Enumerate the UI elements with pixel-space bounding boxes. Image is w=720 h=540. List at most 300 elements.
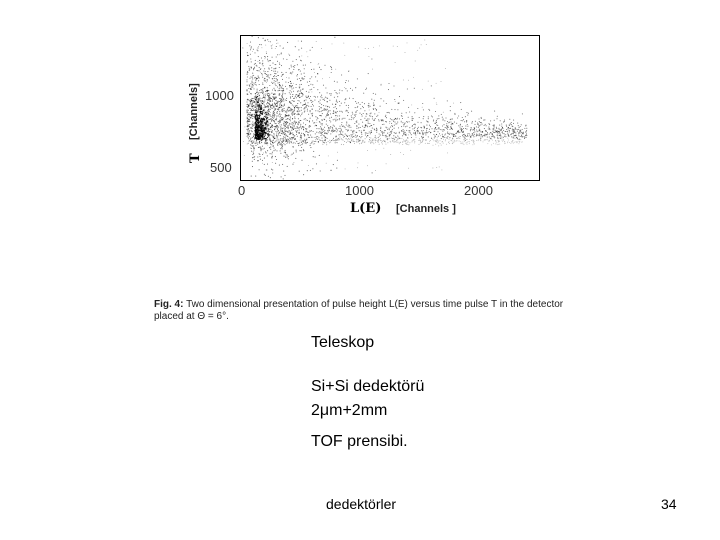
scatter-point <box>521 142 522 143</box>
scatter-point <box>334 119 335 120</box>
scatter-point <box>272 83 273 84</box>
scatter-point <box>292 112 293 113</box>
scatter-point <box>285 86 286 87</box>
scatter-point <box>279 98 280 99</box>
scatter-point <box>393 46 394 47</box>
scatter-point <box>270 107 271 108</box>
scatter-point <box>247 124 248 125</box>
scatter-point <box>254 96 255 97</box>
scatter-point <box>352 139 353 140</box>
scatter-point <box>350 141 351 142</box>
scatter-point <box>489 129 490 130</box>
scatter-point <box>517 123 518 124</box>
scatter-point <box>520 130 521 131</box>
scatter-point <box>381 131 382 132</box>
scatter-point <box>466 136 467 137</box>
scatter-point <box>285 114 286 115</box>
scatter-point <box>331 67 332 68</box>
scatter-point <box>281 124 282 125</box>
scatter-point <box>318 63 319 64</box>
scatter-point <box>487 134 488 135</box>
scatter-point <box>304 119 305 120</box>
scatter-point <box>316 128 317 129</box>
scatter-point <box>247 107 248 108</box>
scatter-point <box>250 147 251 148</box>
scatter-point <box>247 130 248 131</box>
scatter-point <box>253 109 254 110</box>
scatter-point <box>295 87 296 88</box>
scatter-point <box>330 142 331 143</box>
scatter-point <box>292 109 293 110</box>
scatter-point <box>272 115 273 116</box>
scatter-point <box>278 115 279 116</box>
scatter-point <box>318 128 319 129</box>
scatter-point <box>276 135 277 136</box>
scatter-point <box>436 83 437 84</box>
scatter-point <box>291 91 292 92</box>
scatter-point <box>290 110 291 111</box>
scatter-point <box>391 125 392 126</box>
scatter-point <box>443 124 444 125</box>
scatter-point <box>298 114 299 115</box>
scatter-point <box>389 134 390 135</box>
scatter-point <box>273 97 274 98</box>
scatter-point <box>324 65 325 66</box>
scatter-point <box>502 140 503 141</box>
scatter-point <box>285 93 286 94</box>
scatter-point <box>336 131 337 132</box>
scatter-point <box>270 112 271 113</box>
scatter-point <box>307 170 308 171</box>
scatter-point <box>392 129 393 130</box>
scatter-point <box>288 125 289 126</box>
scatter-point <box>256 104 257 105</box>
scatter-point <box>261 118 262 119</box>
scatter-point <box>526 135 527 136</box>
scatter-point <box>285 131 286 132</box>
scatter-point <box>281 86 282 87</box>
scatter-point <box>260 127 261 128</box>
scatter-point <box>349 135 350 136</box>
scatter-point <box>277 54 278 55</box>
scatter-point <box>286 115 287 116</box>
scatter-point <box>272 78 273 79</box>
scatter-point <box>254 52 255 53</box>
scatter-point <box>290 139 291 140</box>
scatter-point <box>327 101 328 102</box>
scatter-point <box>382 141 383 142</box>
scatter-point <box>496 142 497 143</box>
scatter-point <box>361 132 362 133</box>
scatter-point <box>274 110 275 111</box>
scatter-point <box>302 105 303 106</box>
scatter-point <box>526 137 527 138</box>
scatter-point <box>249 70 250 71</box>
scatter-point <box>451 128 452 129</box>
scatter-point <box>376 130 377 131</box>
scatter-point <box>364 127 365 128</box>
scatter-point <box>277 125 278 126</box>
scatter-point <box>336 117 337 118</box>
scatter-point <box>350 138 351 139</box>
scatter-point <box>283 90 284 91</box>
scatter-point <box>333 125 334 126</box>
scatter-point <box>382 144 383 145</box>
scatter-point <box>293 106 294 107</box>
scatter-point <box>247 52 248 53</box>
scatter-point <box>407 142 408 143</box>
scatter-point <box>304 134 305 135</box>
scatter-point <box>482 131 483 132</box>
scatter-point <box>479 121 480 122</box>
scatter-point <box>372 128 373 129</box>
scatter-point <box>471 111 472 112</box>
scatter-point <box>346 124 347 125</box>
scatter-point <box>468 113 469 114</box>
scatter-point <box>476 126 477 127</box>
scatter-point <box>277 71 278 72</box>
scatter-point <box>280 148 281 149</box>
scatter-point <box>521 132 522 133</box>
scatter-point <box>258 80 259 81</box>
scatter-point <box>443 118 444 119</box>
scatter-point <box>392 141 393 142</box>
scatter-point <box>349 119 350 120</box>
scatter-point <box>369 123 370 124</box>
scatter-point <box>362 141 363 142</box>
scatter-point <box>287 110 288 111</box>
scatter-point <box>437 131 438 132</box>
scatter-point <box>247 117 248 118</box>
scatter-point <box>429 143 430 144</box>
scatter-point <box>333 164 334 165</box>
scatter-point <box>342 112 343 113</box>
scatter-point <box>368 105 369 106</box>
scatter-point <box>280 103 281 104</box>
scatter-point <box>438 145 439 146</box>
scatter-point <box>346 122 347 123</box>
scatter-point <box>428 118 429 119</box>
scatter-point <box>446 125 447 126</box>
scatter-point <box>333 129 334 130</box>
scatter-point <box>275 131 276 132</box>
scatter-point <box>439 133 440 134</box>
scatter-point <box>329 130 330 131</box>
scatter-point <box>400 152 401 153</box>
scatter-point <box>252 137 253 138</box>
scatter-point <box>393 121 394 122</box>
scatter-point <box>378 119 379 120</box>
scatter-point <box>362 122 363 123</box>
scatter-point <box>291 66 292 67</box>
scatter-point <box>510 123 511 124</box>
scatter-point <box>334 37 335 38</box>
scatter-point <box>244 155 245 156</box>
scatter-point <box>289 143 290 144</box>
scatter-point <box>447 136 448 137</box>
scatter-point <box>295 96 296 97</box>
scatter-point <box>423 139 424 140</box>
scatter-point <box>262 103 263 104</box>
scatter-point <box>414 142 415 143</box>
scatter-point <box>300 145 301 146</box>
scatter-point <box>252 116 253 117</box>
scatter-point <box>261 89 262 90</box>
scatter-point <box>402 122 403 123</box>
scatter-point <box>247 43 248 44</box>
scatter-point <box>515 135 516 136</box>
scatter-point <box>315 133 316 134</box>
scatter-point <box>292 132 293 133</box>
scatter-point <box>253 88 254 89</box>
scatter-point <box>525 125 526 126</box>
scatter-point <box>444 134 445 135</box>
scatter-point <box>391 138 392 139</box>
scatter-point <box>270 65 271 66</box>
scatter-point <box>415 124 416 125</box>
scatter-point <box>246 79 247 80</box>
scatter-point <box>341 124 342 125</box>
scatter-point <box>272 119 273 120</box>
scatter-point <box>449 141 450 142</box>
scatter-point <box>266 122 267 123</box>
scatter-point <box>327 133 328 134</box>
scatter-point <box>456 133 457 134</box>
scatter-point <box>380 135 381 136</box>
scatter-point <box>343 140 344 141</box>
scatter-point <box>306 138 307 139</box>
scatter-point <box>251 101 252 102</box>
scatter-point <box>300 140 301 141</box>
scatter-point <box>299 127 300 128</box>
scatter-point <box>474 127 475 128</box>
scatter-point <box>290 73 291 74</box>
scatter-point <box>329 142 330 143</box>
scatter-point <box>407 144 408 145</box>
scatter-point <box>310 62 311 63</box>
scatter-point <box>367 120 368 121</box>
scatter-point <box>258 127 259 128</box>
scatter-point <box>367 126 368 127</box>
scatter-point <box>492 134 493 135</box>
scatter-point <box>289 142 290 143</box>
scatter-point <box>282 94 283 95</box>
scatter-point <box>332 131 333 132</box>
scatter-point <box>393 135 394 136</box>
scatter-point <box>367 114 368 115</box>
scatter-point <box>309 121 310 122</box>
scatter-point <box>290 127 291 128</box>
scatter-point <box>331 140 332 141</box>
scatter-point <box>318 64 319 65</box>
scatter-point <box>517 142 518 143</box>
scatter-point <box>296 131 297 132</box>
scatter-point <box>348 112 349 113</box>
scatter-point <box>389 138 390 139</box>
scatter-point <box>320 135 321 136</box>
scatter-point <box>331 93 332 94</box>
scatter-point <box>454 113 455 114</box>
scatter-point <box>330 66 331 67</box>
scatter-point <box>311 89 312 90</box>
scatter-point <box>385 121 386 122</box>
scatter-point <box>253 142 254 143</box>
scatter-point <box>365 126 366 127</box>
scatter-point <box>293 87 294 88</box>
scatter-point <box>249 136 250 137</box>
scatter-point <box>321 97 322 98</box>
scatter-point <box>425 139 426 140</box>
scatter-point <box>327 130 328 131</box>
scatter-point <box>277 90 278 91</box>
scatter-point <box>337 111 338 112</box>
scatter-point <box>504 141 505 142</box>
scatter-point <box>256 114 257 115</box>
scatter-point <box>267 115 268 116</box>
scatter-point <box>279 132 280 133</box>
scatter-point <box>255 96 256 97</box>
scatter-point <box>334 90 335 91</box>
scatter-point <box>359 139 360 140</box>
scatter-point <box>294 67 295 68</box>
scatter-point <box>255 127 256 128</box>
scatter-point <box>442 125 443 126</box>
scatter-point <box>299 171 300 172</box>
scatter-point <box>270 74 271 75</box>
scatter-point <box>267 71 268 72</box>
scatter-point <box>313 141 314 142</box>
scatter-point <box>351 140 352 141</box>
scatter-point <box>344 118 345 119</box>
scatter-point <box>394 132 395 133</box>
scatter-point <box>513 137 514 138</box>
scatter-point <box>271 48 272 49</box>
scatter-point <box>247 72 248 73</box>
scatter-point <box>326 142 327 143</box>
scatter-point <box>356 142 357 143</box>
scatter-point <box>426 132 427 133</box>
scatter-point <box>497 135 498 136</box>
scatter-point <box>449 139 450 140</box>
scatter-point <box>247 104 248 105</box>
scatter-point <box>404 141 405 142</box>
scatter-point <box>279 111 280 112</box>
scatter-point <box>388 83 389 84</box>
scatter-point <box>331 69 332 70</box>
scatter-point <box>338 134 339 135</box>
scatter-point <box>284 137 285 138</box>
scatter-point <box>290 103 291 104</box>
scatter-point <box>512 128 513 129</box>
scatter-point <box>286 127 287 128</box>
scatter-point <box>260 109 261 110</box>
scatter-point <box>277 145 278 146</box>
scatter-point <box>522 113 523 114</box>
scatter-point <box>337 160 338 161</box>
scatter-point <box>299 84 300 85</box>
scatter-point <box>289 68 290 69</box>
scatter-point <box>513 123 514 124</box>
scatter-point <box>269 104 270 105</box>
scatter-point <box>469 141 470 142</box>
scatter-point <box>271 157 272 158</box>
scatter-point <box>305 143 306 144</box>
scatter-point <box>359 136 360 137</box>
scatter-point <box>384 132 385 133</box>
scatter-point <box>295 143 296 144</box>
scatter-point <box>250 138 251 139</box>
scatter-point <box>272 89 273 90</box>
scatter-point <box>253 68 254 69</box>
scatter-point <box>505 134 506 135</box>
scatter-point <box>247 55 248 56</box>
scatter-point <box>301 96 302 97</box>
scatter-point <box>361 143 362 144</box>
scatter-point <box>283 74 284 75</box>
scatter-point <box>254 124 255 125</box>
scatter-point <box>304 111 305 112</box>
scatter-point <box>276 56 277 57</box>
scatter-point <box>268 135 269 136</box>
scatter-point <box>257 91 258 92</box>
scatter-point <box>355 101 356 102</box>
scatter-point <box>376 128 377 129</box>
scatter-point <box>253 102 254 103</box>
scatter-point <box>335 139 336 140</box>
scatter-point <box>276 97 277 98</box>
scatter-point <box>368 123 369 124</box>
scatter-point <box>322 140 323 141</box>
scatter-point <box>500 134 501 135</box>
scatter-point <box>268 60 269 61</box>
scatter-point <box>447 126 448 127</box>
scatter-point <box>246 101 247 102</box>
scatter-point <box>284 110 285 111</box>
scatter-point <box>367 133 368 134</box>
scatter-point <box>385 135 386 136</box>
scatter-point <box>378 140 379 141</box>
scatter-point <box>438 118 439 119</box>
scatter-point <box>297 126 298 127</box>
scatter-point <box>348 107 349 108</box>
scatter-point <box>315 110 316 111</box>
scatter-point <box>252 78 253 79</box>
scatter-point <box>394 119 395 120</box>
scatter-point <box>357 106 358 107</box>
scatter-point <box>283 171 284 172</box>
x-tick-label-0: 0 <box>238 183 246 198</box>
scatter-point <box>259 142 260 143</box>
scatter-point <box>274 99 275 100</box>
scatter-point <box>513 133 514 134</box>
scatter-point <box>435 136 436 137</box>
scatter-point <box>294 118 295 119</box>
scatter-point <box>325 116 326 117</box>
scatter-point <box>401 121 402 122</box>
scatter-point <box>463 128 464 129</box>
scatter-point <box>313 144 314 145</box>
scatter-point <box>288 139 289 140</box>
scatter-point <box>294 107 295 108</box>
scatter-point <box>265 175 266 176</box>
scatter-point <box>273 150 274 151</box>
scatter-point <box>324 108 325 109</box>
scatter-point <box>281 52 282 53</box>
scatter-point <box>259 154 260 155</box>
scatter-point <box>247 136 248 137</box>
scatter-point <box>293 162 294 163</box>
scatter-point <box>305 118 306 119</box>
